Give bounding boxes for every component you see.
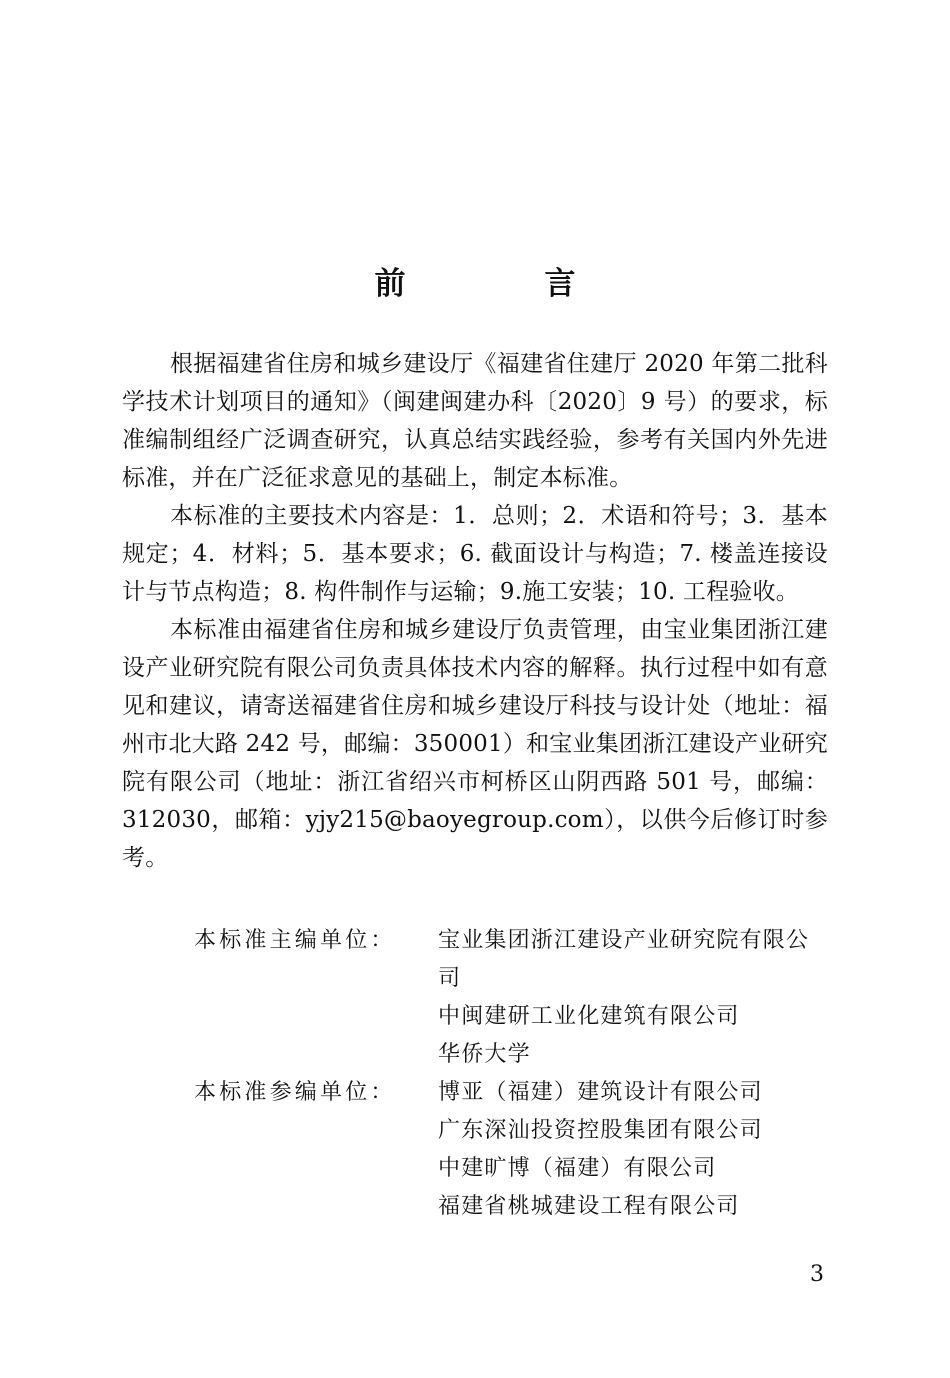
- participant-unit: 中建旷博（福建）有限公司: [438, 1156, 717, 1181]
- editor-unit: 中闽建研工业化建筑有限公司: [438, 1004, 740, 1029]
- editor-unit: 华侨大学: [438, 1042, 531, 1067]
- editor-units: [194, 922, 834, 1074]
- editor-units-list: [438, 922, 823, 1074]
- units-section: [194, 922, 834, 1226]
- editor-unit: 宝业集团浙江建设产业研究院有限公司: [438, 928, 810, 991]
- participant-unit: 博亚（福建）建筑设计有限公司: [438, 1080, 763, 1105]
- participant-units-label: 本标准参编单位：: [194, 1080, 396, 1105]
- preface-body: [122, 345, 828, 877]
- paragraph-contents: 本标准的主要技术内容是：1．总则；2．术语和符号；3．基本规定；4．材料；5．基本要求；6. 截面设计与构造；7. 楼盖连接设计与节点构造；8. 构件制作与运输；9.施工安装；10. 工程验收。: [122, 503, 828, 605]
- page-title: 前 言: [374, 266, 630, 302]
- participant-unit: 广东深汕投资控股集团有限公司: [438, 1118, 763, 1143]
- participant-units-list: [438, 1074, 823, 1226]
- editor-units-label: 本标准主编单位：: [194, 928, 396, 953]
- participant-units: [194, 1074, 834, 1226]
- paragraph-management: 本标准由福建省住房和城乡建设厅负责管理，由宝业集团浙江建设产业研究院有限公司负责具体技术内容的解释。执行过程中如有意见和建议，请寄送福建省住房和城乡建设厅科技与设计处（地址：福州市北大路 242 号，邮编：350001）和宝业集团浙江建设产业研究院有限公司（地址：浙江省绍兴市柯桥区山阴西路 501 号，邮编：312030，邮箱：yjy215@baoyegroup.com），以供今后修订时参考。: [122, 617, 829, 871]
- page-number: 3: [810, 1262, 824, 1287]
- paragraph-basis: 根据福建省住房和城乡建设厅《福建省住建厅 2020 年第二批科学技术计划项目的通知》（闽建闽建办科〔2020〕9 号）的要求，标准编制组经广泛调查研究，认真总结实践经验，参考有关国内外先进标准，并在广泛征求意见的基础上，制定本标准。: [122, 351, 828, 491]
- participant-unit: 福建省桃城建设工程有限公司: [438, 1194, 740, 1219]
